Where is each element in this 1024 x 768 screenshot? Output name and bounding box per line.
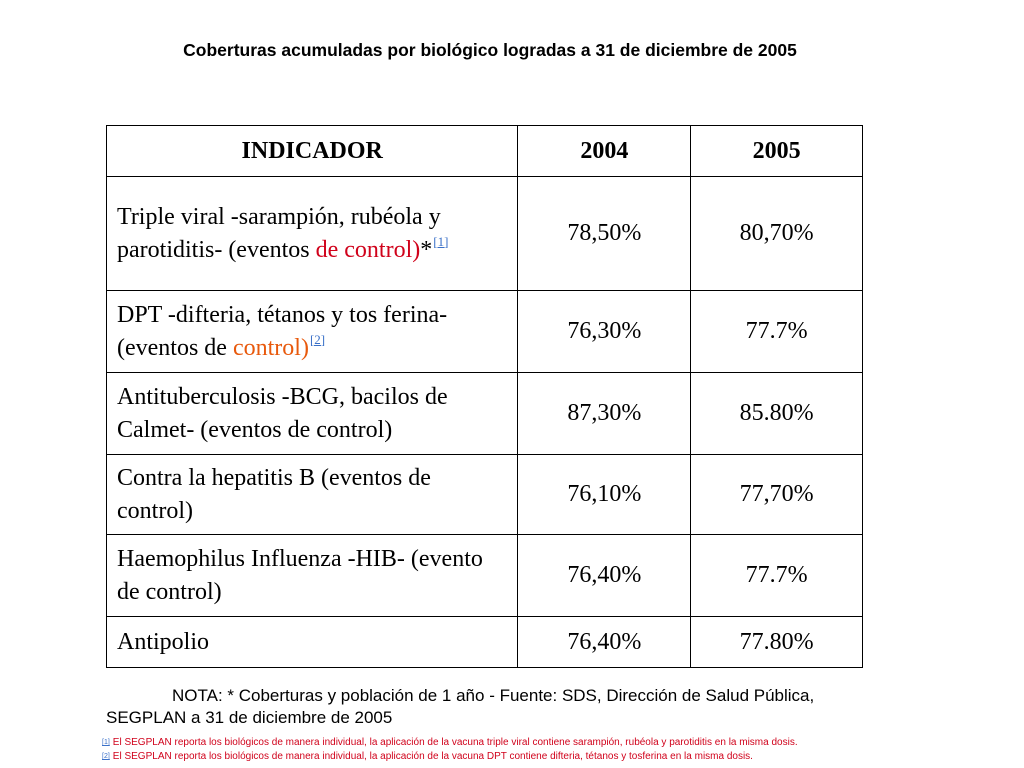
value-2005: 77.7% — [691, 535, 863, 617]
coverage-table — [106, 125, 863, 668]
value-2005: 77,70% — [691, 455, 863, 535]
indicator-cell: Haemophilus Influenza -HIB- (evento de control) — [107, 535, 518, 617]
indicator-cell: Antipolio — [107, 617, 518, 668]
footnote-2 — [102, 751, 753, 763]
table-row — [107, 617, 863, 668]
header-2005: 2005 — [691, 126, 863, 177]
table-row — [107, 291, 863, 373]
footnote-text: El SEGPLAN reporta los biológicos de manera individual, la aplicación de la vacuna DPT contiene difteria, tétanos y tosferina en la misma dosis. — [112, 751, 753, 762]
value-2005: 80,70% — [691, 177, 863, 291]
value-2005: 77.80% — [691, 617, 863, 668]
footnote-1 — [102, 737, 798, 749]
value-2005: 77.7% — [691, 291, 863, 373]
footnote-link-2[interactable]: [2] — [309, 331, 326, 347]
table-row — [107, 177, 863, 291]
header-2004: 2004 — [518, 126, 691, 177]
value-2004: 76,40% — [518, 535, 691, 617]
footnote-ref-2[interactable]: [2] — [102, 753, 110, 760]
footnote-ref-1[interactable]: [1] — [102, 739, 110, 746]
indicator-cell — [107, 177, 518, 291]
header-indicator: INDICADOR — [107, 126, 518, 177]
indicator-text: Triple viral -sarampión, rubéola y parotiditis- (eventos — [117, 203, 441, 263]
value-2004: 76,40% — [518, 617, 691, 668]
source-note: NOTA: * Coberturas y población de 1 año - Fuente: SDS, Dirección de Salud Pública, SEGPLAN a 31 de diciembre de 2005 — [106, 686, 815, 727]
value-2004: 76,30% — [518, 291, 691, 373]
value-2004: 78,50% — [518, 177, 691, 291]
indicator-cell — [107, 291, 518, 373]
page-title: Coberturas acumuladas por biológico logradas a 31 de diciembre de 2005 — [183, 40, 797, 60]
indicator-highlight: de control) — [315, 236, 421, 263]
value-2005: 85.80% — [691, 373, 863, 455]
indicator-highlight: control) — [232, 334, 309, 361]
table-header-row — [107, 126, 863, 177]
table-row — [107, 455, 863, 535]
footnote-text: El SEGPLAN reporta los biológicos de manera individual, la aplicación de la vacuna triple viral contiene sarampión, rubéola y parotiditis en la misma dosis. — [112, 737, 798, 748]
value-2004: 76,10% — [518, 455, 691, 535]
table-row — [107, 373, 863, 455]
value-2004: 87,30% — [518, 373, 691, 455]
indicator-cell: Antituberculosis -BCG, bacilos de Calmet- (eventos de control) — [107, 373, 518, 455]
table-row — [107, 535, 863, 617]
indicator-text: DPT -difteria, tétanos y tos ferina- (eventos de — [117, 301, 448, 361]
asterisk: * — [420, 236, 433, 263]
indicator-cell: Contra la hepatitis B (eventos de control) — [107, 455, 518, 535]
footnote-link-1[interactable]: [1] — [433, 233, 449, 249]
